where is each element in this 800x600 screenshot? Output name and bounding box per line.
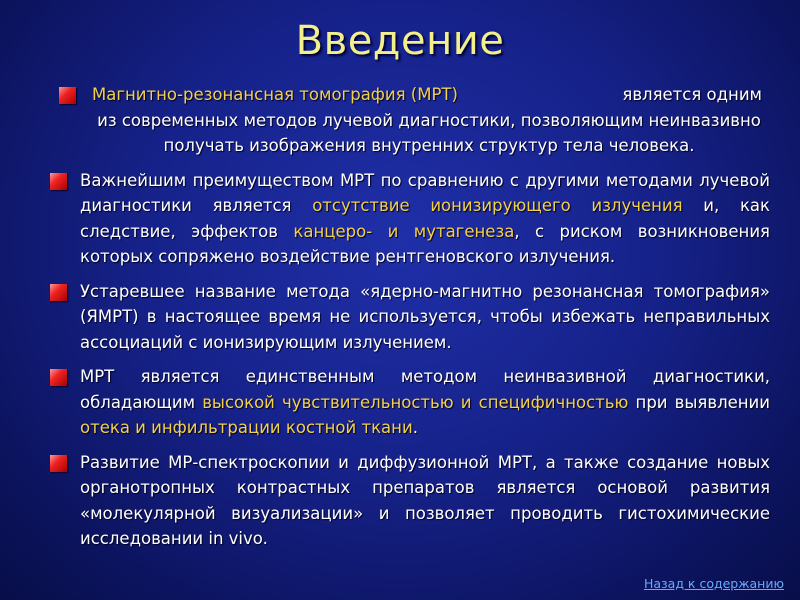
mri-term: Магнитно-резонансная томография (МРТ): [92, 85, 458, 104]
list-item-5: [50, 450, 770, 552]
slide-title: Введение: [295, 18, 505, 64]
item-4-highlight-2: отека и инфильтрации костной ткани: [80, 418, 413, 437]
list-item-2: [50, 168, 770, 270]
item-3-text: Устаревшее название метода «ядерно-магнитно резонансная томография» (ЯМРТ) в настоящее время не используется, чтобы избежать неправильных ассоциаций с ионизирующим излучением.: [80, 281, 770, 352]
red-square-bullet-icon: [50, 369, 67, 386]
item-4-part-2: при выявлении: [628, 392, 771, 412]
item-4-text: [80, 364, 770, 441]
item-2-text: [80, 168, 770, 270]
bullet-list: [50, 82, 770, 561]
item-4-part-1: МРТ является единственным методом неинвазивной диагностики, обладающим: [80, 367, 770, 412]
item-1-rest: из современных методов лучевой диагностики, позволяющим неинвазивно получать изображения внутренних структур тела человека.: [97, 110, 761, 155]
item-2-part-1: Важнейшим преимуществом МРТ по сравнению с другими методами лучевой диагностики является: [80, 170, 770, 215]
item-4-part-3: .: [412, 418, 418, 437]
item-5-text: Развитие МР-спектроскопии и диффузионной МРТ, а также создание новых органотропных контрастных препаратов является основой развития «молекулярной визуализации» и позволяет проводить гистохимические исследовании in vivo.: [80, 452, 770, 548]
list-item-4: [50, 364, 770, 441]
item-1-text: [80, 82, 770, 159]
item-4-highlight-1: высокой чувствительностью и специфичностью: [202, 392, 629, 412]
red-square-bullet-icon: [50, 455, 67, 472]
item-1-tail: является одним: [622, 85, 762, 104]
item-2-highlight-1: отсутствие ионизирующего излучения: [312, 196, 683, 215]
red-square-bullet-icon: [59, 87, 76, 104]
item-2-highlight-2: канцеро- и мутагенеза: [293, 221, 515, 241]
red-square-bullet-icon: [50, 284, 67, 301]
item-2-part-2: и, как следствие, эффектов: [80, 196, 771, 241]
back-to-contents-link[interactable]: Назад к содержанию: [643, 576, 784, 591]
item-2-part-3: , с риском возникновения которых сопряжено воздействие рентгеновского излучения.: [80, 221, 770, 266]
red-square-bullet-icon: [50, 173, 67, 190]
list-item-3: [50, 279, 770, 356]
list-item-1: [50, 82, 770, 159]
